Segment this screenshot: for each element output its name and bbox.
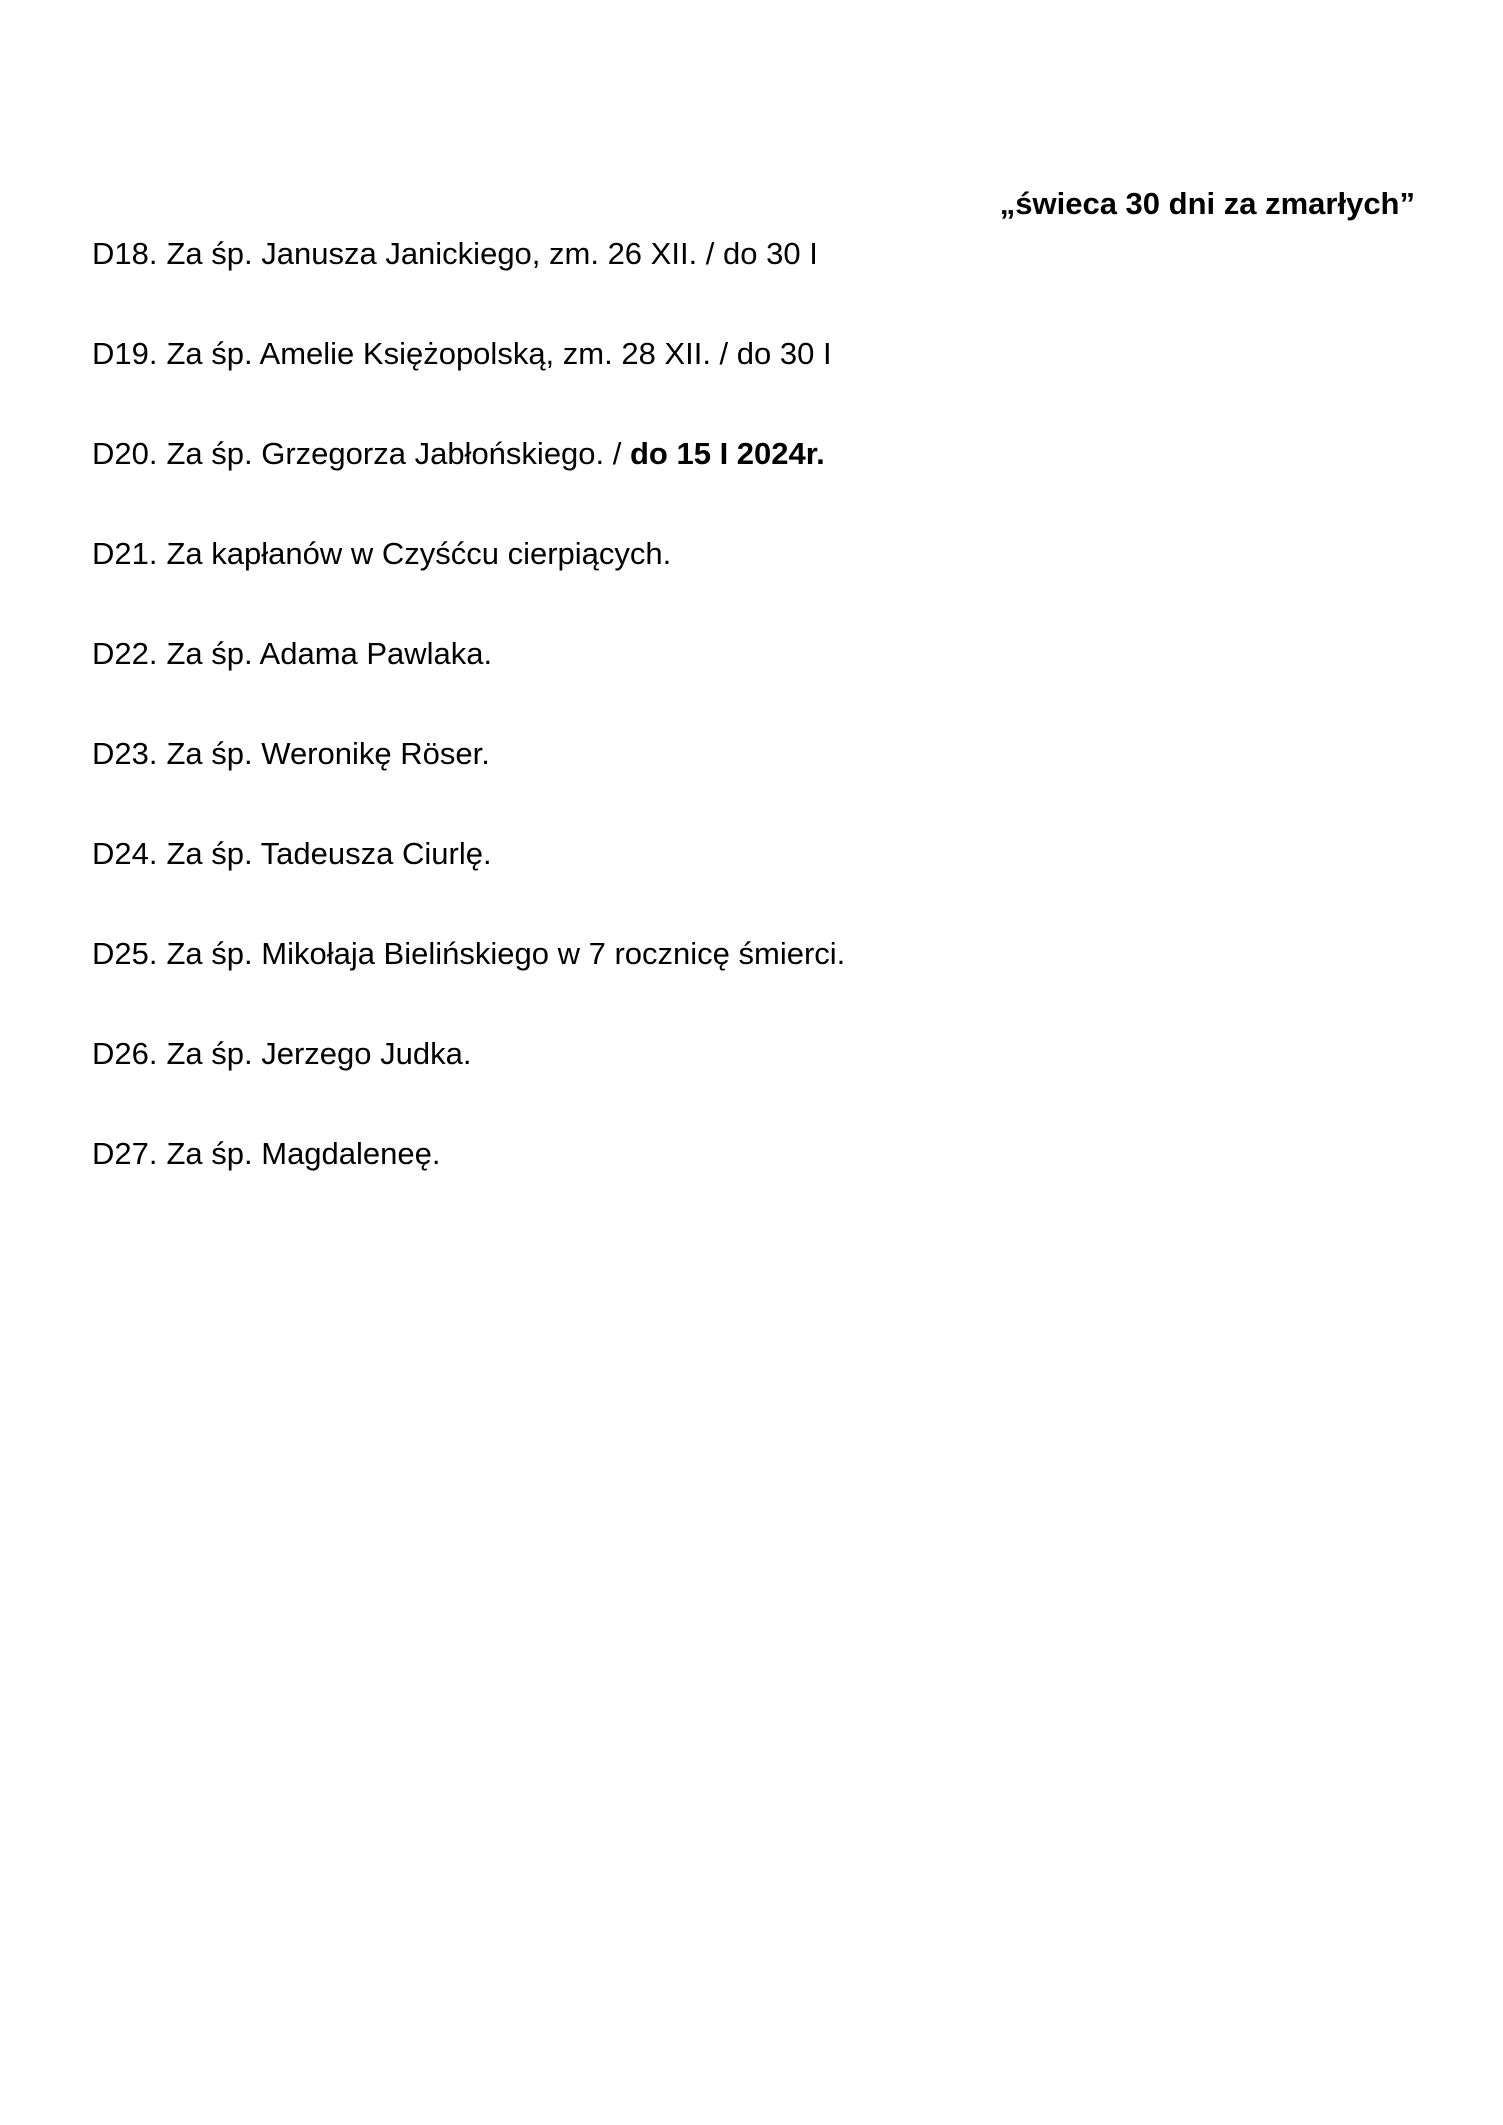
list-item (92, 1034, 1392, 1074)
intentions-list (92, 234, 1392, 1234)
list-item (92, 834, 1392, 874)
entry-code: D27. (92, 1136, 158, 1171)
entry-code: D19. (92, 336, 158, 371)
entry-code: D25. (92, 936, 158, 971)
list-item (92, 734, 1392, 774)
list-item (92, 534, 1392, 574)
entry-text: Za śp. Tadeusza Ciurlę. (166, 836, 492, 871)
list-item (92, 634, 1392, 674)
document-title: „świeca 30 dni za zmarłych” (999, 186, 1415, 221)
list-item (92, 434, 1392, 474)
entry-code: D20. (92, 436, 158, 471)
entry-code: D22. (92, 636, 158, 671)
list-item (92, 1134, 1392, 1174)
entry-text: Za śp. Jerzego Judka. (166, 1036, 472, 1071)
entry-text: Za śp. Magdaleneę. (166, 1136, 441, 1171)
list-item (92, 234, 1392, 274)
list-item (92, 334, 1392, 374)
entry-bold-suffix: do 15 I 2024r. (630, 436, 825, 471)
entry-code: D21. (92, 536, 158, 571)
entry-text: Za kapłanów w Czyśćcu cierpiących. (166, 536, 672, 571)
entry-text: Za śp. Mikołaja Bielińskiego w 7 rocznicę śmierci. (166, 936, 846, 971)
entry-text: Za śp. Adama Pawlaka. (166, 636, 493, 671)
entry-code: D18. (92, 236, 158, 271)
entry-text: Za śp. Amelie Księżopolską, zm. 28 XII. / do 30 I (166, 336, 832, 371)
entry-code: D26. (92, 1036, 158, 1071)
list-item (92, 934, 1392, 974)
entry-text: Za śp. Weronikę Röser. (166, 736, 490, 771)
entry-text: Za śp. Janusza Janickiego, zm. 26 XII. / do 30 I (166, 236, 818, 271)
entry-code: D23. (92, 736, 158, 771)
entry-code: D24. (92, 836, 158, 871)
entry-text: Za śp. Grzegorza Jabłońskiego. / (166, 436, 630, 471)
